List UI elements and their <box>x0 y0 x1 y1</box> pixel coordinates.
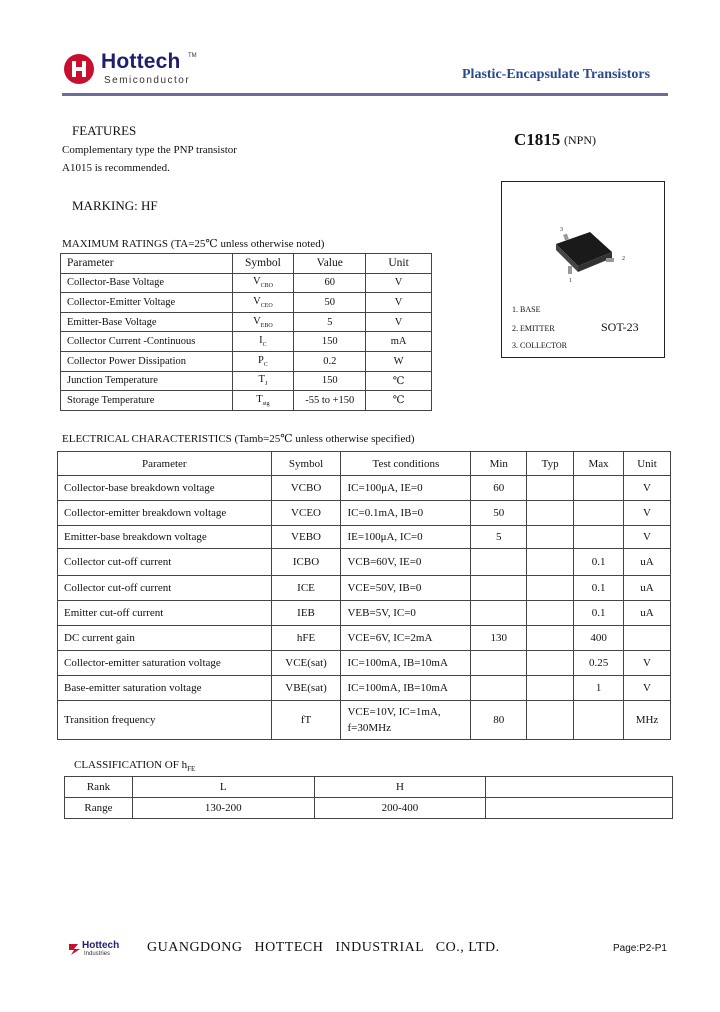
value-cell: -55 to +150 <box>294 391 366 411</box>
min-cell: 5 <box>471 526 527 549</box>
unit-cell: uA <box>624 601 671 626</box>
table-row <box>65 777 673 798</box>
range-cell <box>486 798 673 819</box>
rank-cell: H <box>314 777 486 798</box>
electrical-title: ELECTRICAL CHARACTERISTICS (Tamb=25℃ unless otherwise specified) <box>62 433 415 445</box>
unit-cell: V <box>624 676 671 701</box>
max-cell: 0.1 <box>574 549 624 576</box>
unit-cell: uA <box>624 576 671 601</box>
header-cell: Test conditions <box>341 452 471 476</box>
table-row <box>61 312 432 332</box>
features-title: FEATURES <box>72 123 137 138</box>
param-cell: Emitter-Base Voltage <box>61 312 233 332</box>
table-row <box>58 501 671 526</box>
table-row <box>58 676 671 701</box>
value-cell: 60 <box>294 273 366 293</box>
param-cell: Storage Temperature <box>61 391 233 411</box>
symbol-cell: IEB <box>271 601 341 626</box>
header-cell: Symbol <box>271 452 341 476</box>
pin-label: 3 <box>560 227 563 233</box>
table-header-row <box>61 254 432 274</box>
footer-brand: Hottech <box>82 940 120 951</box>
rank-cell: L <box>132 777 314 798</box>
typ-cell <box>527 526 574 549</box>
symbol-cell: $P_C$ <box>232 351 294 371</box>
features-line: Complementary type the PNP transistor <box>62 144 237 156</box>
condition-cell: IC=100mA, IB=10mA <box>341 651 471 676</box>
max-cell: 0.1 <box>574 601 624 626</box>
unit-cell: MHz <box>624 701 671 740</box>
min-cell <box>471 676 527 701</box>
symbol-cell: fT <box>271 701 341 740</box>
min-cell: 50 <box>471 501 527 526</box>
unit-cell: V <box>624 651 671 676</box>
condition-cell: IE=100μA, IC=0 <box>341 526 471 549</box>
min-cell <box>471 576 527 601</box>
document-title: Plastic-Encapsulate Transistors <box>462 67 651 82</box>
typ-cell <box>527 601 574 626</box>
max-cell: 0.25 <box>574 651 624 676</box>
param-cell: Base-emitter saturation voltage <box>58 676 272 701</box>
condition-cell: IC=100mA, IB=10mA <box>341 676 471 701</box>
table-row <box>61 332 432 352</box>
company-name: GUANGDONG HOTTECH INDUSTRIAL CO., LTD. <box>147 940 500 955</box>
footer-brand-sub: Industries <box>84 951 111 957</box>
pin-label: 2 <box>622 256 625 262</box>
max-ratings-table <box>60 253 432 411</box>
max-cell <box>574 476 624 501</box>
condition-cell: VEB=5V, IC=0 <box>341 601 471 626</box>
header-cell: Unit <box>624 452 671 476</box>
marking-code: MARKING: HF <box>72 198 158 213</box>
header-cell: Max <box>574 452 624 476</box>
footer-logo-icon <box>68 942 82 956</box>
unit-cell: ℃ <box>366 391 432 411</box>
table-row <box>58 651 671 676</box>
range-cell: 200-400 <box>314 798 486 819</box>
typ-cell <box>527 651 574 676</box>
min-cell: 60 <box>471 476 527 501</box>
max-cell <box>574 526 624 549</box>
condition-cell: VCB=60V, IE=0 <box>341 549 471 576</box>
table-row <box>58 601 671 626</box>
min-cell <box>471 601 527 626</box>
symbol-cell: $V_{EBO}$ <box>232 312 294 332</box>
features-line: A1015 is recommended. <box>62 162 170 174</box>
typ-cell <box>527 676 574 701</box>
param-cell: Collector-Base Voltage <box>61 273 233 293</box>
classification-title: CLASSIFICATION OF $h_{FE}$ <box>74 759 196 774</box>
param-cell: Collector-base breakdown voltage <box>58 476 272 501</box>
max-cell <box>574 501 624 526</box>
symbol-cell: VCEO <box>271 501 341 526</box>
min-cell: 130 <box>471 626 527 651</box>
max-cell: 0.1 <box>574 576 624 601</box>
condition-line: VCE=10V, IC=1mA, <box>347 706 441 718</box>
page-number: Page:P2-P1 <box>613 943 667 954</box>
package-name: SOT-23 <box>601 320 639 334</box>
param-cell: Junction Temperature <box>61 371 233 391</box>
param-cell: Transition frequency <box>58 701 272 740</box>
table-row <box>58 549 671 576</box>
header-cell: Typ <box>527 452 574 476</box>
range-cell: 130-200 <box>132 798 314 819</box>
sot23-package-icon <box>542 222 632 282</box>
table-row <box>61 391 432 411</box>
unit-cell: V <box>624 476 671 501</box>
unit-cell: mA <box>366 332 432 352</box>
unit-cell: V <box>366 273 432 293</box>
symbol-cell: ICE <box>271 576 341 601</box>
electrical-table <box>57 451 671 740</box>
header-cell: Unit <box>366 254 432 274</box>
unit-cell: uA <box>624 549 671 576</box>
symbol-cell: $T_J$ <box>232 371 294 391</box>
symbol-cell: VCBO <box>271 476 341 501</box>
symbol-cell: $V_{CBO}$ <box>232 273 294 293</box>
header-cell: Parameter <box>61 254 233 274</box>
value-cell: 0.2 <box>294 351 366 371</box>
value-cell: 150 <box>294 332 366 352</box>
table-header-row <box>58 452 671 476</box>
symbol-cell: VEBO <box>271 526 341 549</box>
header-cell: Parameter <box>58 452 272 476</box>
symbol-cell: $I_C$ <box>232 332 294 352</box>
table-row <box>58 626 671 651</box>
param-cell: Collector-emitter saturation voltage <box>58 651 272 676</box>
param-cell: Collector cut-off current <box>58 576 272 601</box>
param-cell: Emitter cut-off current <box>58 601 272 626</box>
header-divider <box>62 93 668 96</box>
symbol-cell: hFE <box>271 626 341 651</box>
pin-description: 1. BASE <box>512 305 541 314</box>
value-cell: 5 <box>294 312 366 332</box>
typ-cell <box>527 701 574 740</box>
package-diagram <box>501 181 665 358</box>
min-cell <box>471 651 527 676</box>
classification-table <box>64 776 673 819</box>
param-cell: Emitter-base breakdown voltage <box>58 526 272 549</box>
table-row <box>58 701 671 740</box>
typ-cell <box>527 576 574 601</box>
typ-cell <box>527 549 574 576</box>
table-row <box>58 476 671 501</box>
pin-label: 1 <box>569 278 572 282</box>
part-type: (NPN) <box>564 133 596 147</box>
brand-name: Hottech <box>101 50 181 73</box>
param-cell: Collector-emitter breakdown voltage <box>58 501 272 526</box>
trademark: TM <box>188 53 197 59</box>
value-cell: 50 <box>294 293 366 313</box>
brand-subtitle: Semiconductor <box>104 75 191 86</box>
max-cell <box>574 701 624 740</box>
range-header-cell: Range <box>65 798 133 819</box>
unit-cell: V <box>624 526 671 549</box>
unit-cell: W <box>366 351 432 371</box>
rank-header-cell: Rank <box>65 777 133 798</box>
typ-cell <box>527 501 574 526</box>
table-row <box>65 798 673 819</box>
table-row <box>61 293 432 313</box>
table-row <box>61 371 432 391</box>
symbol-cell: VBE(sat) <box>271 676 341 701</box>
symbol-cell: VCE(sat) <box>271 651 341 676</box>
pin-description: 2. EMITTER <box>512 324 555 333</box>
header-cell: Value <box>294 254 366 274</box>
param-cell: Collector-Emitter Voltage <box>61 293 233 313</box>
value-cell: 150 <box>294 371 366 391</box>
symbol-cell: $V_{CEO}$ <box>232 293 294 313</box>
part-number: C1815 <box>514 130 561 149</box>
pin-description: 3. COLLECTOR <box>512 341 567 350</box>
table-row <box>61 351 432 371</box>
condition-cell: IC=0.1mA, IB=0 <box>341 501 471 526</box>
table-row <box>61 273 432 293</box>
unit-cell: V <box>624 501 671 526</box>
symbol-cell: $T_{stg}$ <box>232 391 294 411</box>
param-cell: Collector cut-off current <box>58 549 272 576</box>
min-cell <box>471 549 527 576</box>
unit-cell: ℃ <box>366 371 432 391</box>
table-row <box>58 526 671 549</box>
hottech-logo-icon <box>64 54 94 84</box>
param-cell: DC current gain <box>58 626 272 651</box>
typ-cell <box>527 476 574 501</box>
max-ratings-title: MAXIMUM RATINGS (TA=25℃ unless otherwise noted) <box>62 238 325 250</box>
typ-cell <box>527 626 574 651</box>
table-row <box>58 576 671 601</box>
header-cell: Min <box>471 452 527 476</box>
min-cell: 80 <box>471 701 527 740</box>
condition-cell <box>341 701 471 740</box>
param-cell: Collector Current -Continuous <box>61 332 233 352</box>
condition-line: f=30MHz <box>347 722 391 734</box>
max-cell: 400 <box>574 626 624 651</box>
max-cell: 1 <box>574 676 624 701</box>
param-cell: Collector Power Dissipation <box>61 351 233 371</box>
unit-cell: V <box>366 312 432 332</box>
condition-cell: IC=100μA, IE=0 <box>341 476 471 501</box>
unit-cell: V <box>366 293 432 313</box>
condition-cell: VCE=50V, IB=0 <box>341 576 471 601</box>
unit-cell <box>624 626 671 651</box>
symbol-cell: ICBO <box>271 549 341 576</box>
header-cell: Symbol <box>232 254 294 274</box>
rank-cell <box>486 777 673 798</box>
condition-cell: VCE=6V, IC=2mA <box>341 626 471 651</box>
